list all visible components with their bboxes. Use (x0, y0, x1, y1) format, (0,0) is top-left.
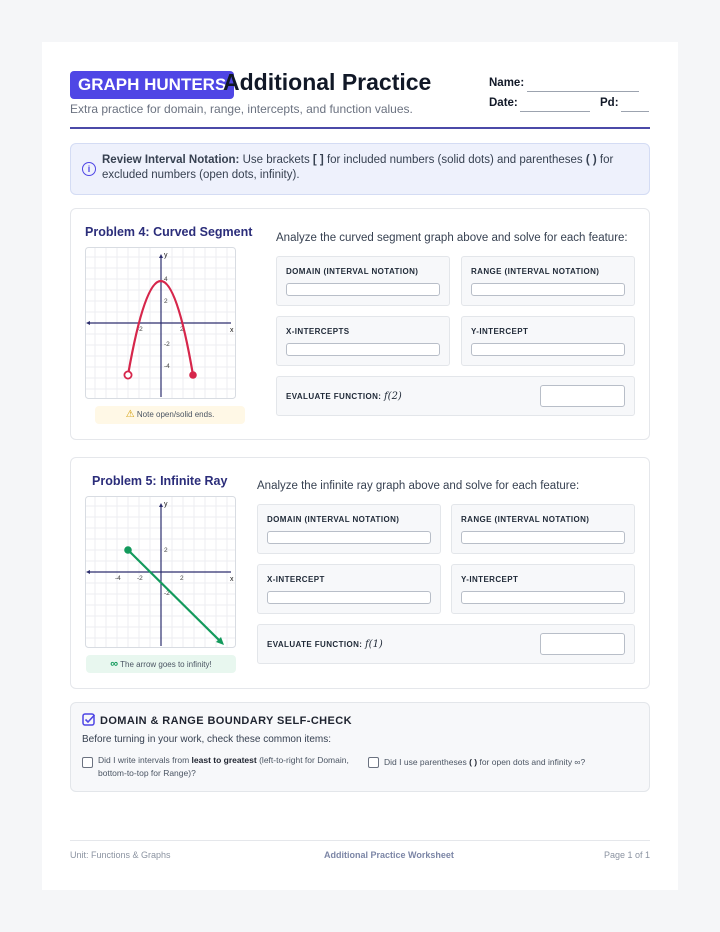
info-icon: i (82, 162, 96, 176)
p5-x-axis-label: x (230, 576, 234, 583)
check-2-checkbox[interactable] (368, 757, 379, 768)
p4-y-intercept-field: Y-INTERCEPT (461, 316, 635, 366)
p4-open-endpoint (124, 371, 131, 378)
p5-y-tick: -2 (164, 590, 170, 597)
problem-4-note: ⚠ Note open/solid ends. (95, 406, 245, 424)
p4-domain-field: DOMAIN (INTERVAL NOTATION) (276, 256, 450, 306)
name-field[interactable] (527, 79, 639, 92)
p4-x-intercepts-input[interactable] (286, 343, 440, 356)
p5-range-field: RANGE (INTERVAL NOTATION) (451, 504, 635, 554)
warning-icon: ⚠ (125, 409, 135, 420)
p4-solid-endpoint (189, 371, 197, 379)
check-1-text: Did I write intervals from least to greatest (left-to-right for Domain, bottom-to-top for Range)? (98, 755, 349, 778)
p4-y-tick: 2 (164, 298, 168, 305)
name-label: Name: (489, 77, 525, 89)
p4-x-axis-label: x (230, 327, 234, 334)
p5-x-intercept-input[interactable] (267, 591, 431, 604)
footer-rule (70, 840, 650, 841)
problem-4-instruction: Analyze the curved segment graph above and solve for each feature: (276, 232, 628, 244)
problem-5-instruction: Analyze the infinite ray graph above and solve for each feature: (257, 480, 580, 492)
footer-left: Unit: Functions & Graphs (70, 850, 171, 860)
p4-range-field: RANGE (INTERVAL NOTATION) (461, 256, 635, 306)
p5-x-intercept-field: X-INTERCEPT (257, 564, 441, 614)
p4-y-tick: 4 (164, 276, 168, 283)
check-2-text: Did I use parentheses ( ) for open dots and infinity ∞? (384, 757, 586, 767)
problem-5-title: Problem 5: Infinite Ray (92, 474, 228, 488)
infinity-icon: ∞ (110, 658, 119, 670)
check-1-checkbox[interactable] (82, 757, 93, 768)
p5-y-intercept-field: Y-INTERCEPT (451, 564, 635, 614)
period-field[interactable] (621, 99, 649, 112)
interval-notation-notice (70, 143, 650, 195)
p5-y-intercept-input[interactable] (461, 591, 625, 604)
period-label: Pd: (600, 97, 619, 109)
p5-solid-endpoint (124, 546, 132, 554)
footer-right: Page 1 of 1 (603, 850, 650, 860)
p5-evaluate-field: EVALUATE FUNCTION: f(1) (257, 624, 635, 664)
checklist-icon (82, 713, 96, 727)
p5-x-tick: 2 (180, 575, 184, 582)
p5-y-tick: 2 (164, 547, 168, 554)
problem-5-graph (85, 496, 236, 648)
p4-range-input[interactable] (471, 283, 625, 296)
problem-4-card (70, 208, 650, 440)
p4-x-tick: -2 (137, 326, 143, 333)
p4-y-intercept-input[interactable] (471, 343, 625, 356)
p5-domain-field: DOMAIN (INTERVAL NOTATION) (257, 504, 441, 554)
problem-4-graph (85, 247, 236, 399)
p5-x-tick: -4 (115, 575, 121, 582)
p4-x-intercepts-field: X-INTERCEPTS (276, 316, 450, 366)
header-rule (70, 127, 650, 129)
p4-x-tick: 2 (180, 326, 184, 333)
page-title: Additional Practice (223, 69, 432, 95)
brand-badge: GRAPH HUNTERS (70, 71, 234, 99)
p5-range-input[interactable] (461, 531, 625, 544)
date-label: Date: (489, 97, 518, 109)
p4-y-tick: -2 (164, 341, 170, 348)
p4-evaluate-field: EVALUATE FUNCTION: f(2) (276, 376, 635, 416)
notice-text: Review Interval Notation: Use brackets [ ] for included numbers (solid dots) and parentheses ( ) for excluded numbers (open dots, infinity). (102, 154, 614, 181)
problem-4-title: Problem 4: Curved Segment (85, 225, 253, 239)
self-check-intro: Before turning in your work, check these common items: (82, 734, 331, 745)
problem-5-card (70, 457, 650, 689)
page-subtitle: Extra practice for domain, range, intercepts, and function values. (70, 102, 413, 116)
p4-evaluate-input[interactable] (540, 385, 625, 407)
p5-x-tick: -2 (137, 575, 143, 582)
p5-domain-input[interactable] (267, 531, 431, 544)
p4-y-tick: -4 (164, 363, 170, 370)
self-check-title: DOMAIN & RANGE BOUNDARY SELF-CHECK (100, 715, 352, 727)
p4-y-axis-label: y (164, 252, 168, 259)
problem-5-note: ∞ The arrow goes to infinity! (86, 655, 236, 673)
p5-evaluate-input[interactable] (540, 633, 625, 655)
p4-domain-input[interactable] (286, 283, 440, 296)
self-check-card (70, 702, 650, 792)
p5-y-axis-label: y (164, 501, 168, 508)
footer-center: Additional Practice Worksheet (324, 850, 454, 860)
date-field[interactable] (520, 99, 590, 112)
worksheet-page (42, 42, 678, 890)
